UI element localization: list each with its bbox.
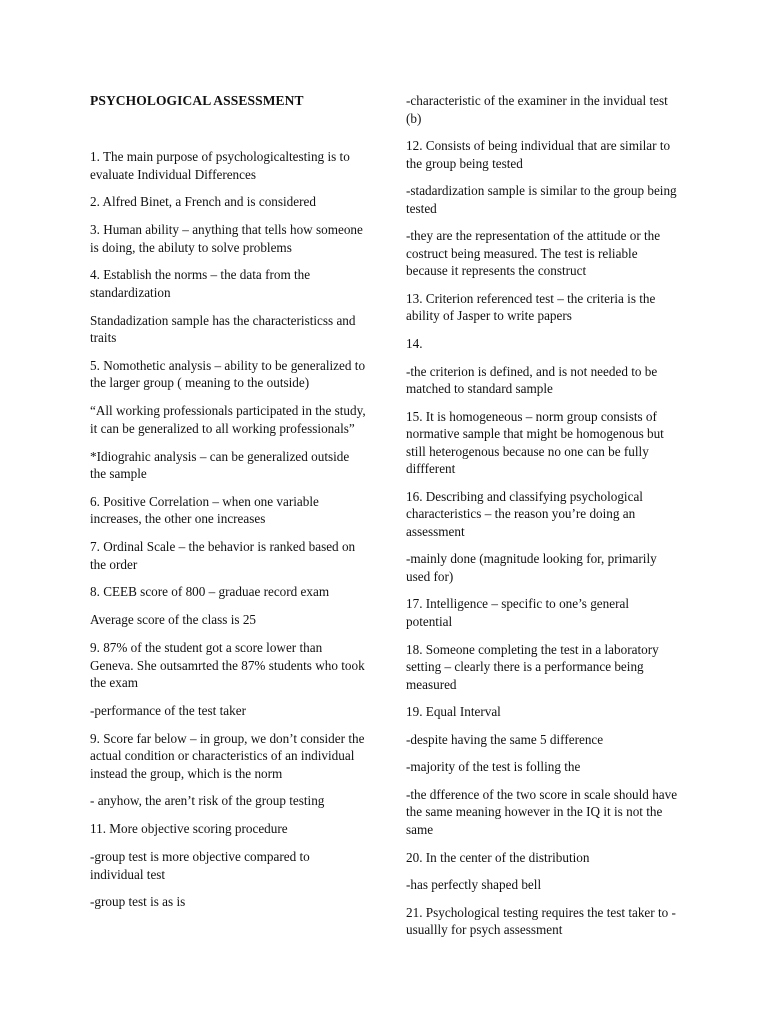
paragraph: -performance of the test taker bbox=[90, 702, 246, 718]
paragraph: - anyhow, the aren’t risk of the group testing bbox=[90, 793, 325, 809]
paragraph: -the criterion is defined, and is not needed to be matched to standard sample bbox=[406, 363, 658, 397]
paragraph: -the dfference of the two score in scale should have the same meaning however in the IQ it is not the same bbox=[406, 786, 678, 837]
paragraph: -mainly done (magnitude looking for, primarily used for) bbox=[406, 551, 657, 584]
paragraph: 13. Criterion referenced test – the criteria is the ability of Jasper to write papers bbox=[406, 290, 656, 324]
paragraph: -has perfectly shaped bell bbox=[406, 877, 542, 893]
paragraph: -they are the representation of the attitude or the costruct being measured. The test is reliable because it represents the construct bbox=[406, 228, 661, 279]
paragraph: 16. Describing and classifying psychological characteristics – the reason you’re doing an assessment bbox=[406, 488, 643, 539]
paragraph: Standadization sample has the characteristicss and traits bbox=[90, 312, 356, 346]
paragraph: 17. Intelligence – specific to one’s general potential bbox=[406, 596, 630, 629]
page-title: PSYCHOLOGICAL ASSESSMENT bbox=[90, 93, 304, 108]
paragraph: 21. Psychological testing requires the test taker to - usuallly for psych assessment bbox=[406, 904, 676, 938]
paragraph: 7. Ordinal Scale – the behavior is ranked based on the order bbox=[90, 539, 356, 572]
paragraph: 18. Someone completing the test in a laboratory setting – clearly there is a performance being measured bbox=[406, 641, 659, 692]
paragraph: 11. More objective scoring procedure bbox=[90, 821, 288, 837]
paragraph: 8. CEEB score of 800 – graduae record exam bbox=[90, 584, 330, 600]
paragraph: 3. Human ability – anything that tells how someone is doing, the abiluty to solve problems bbox=[90, 222, 363, 255]
paragraph: 6. Positive Correlation – when one variable increases, the other one increases bbox=[90, 493, 319, 527]
paragraph: -majority of the test is folling the bbox=[406, 759, 581, 775]
paragraph: 9. 87% of the student got a score lower than Geneva. She outsamrted the 87% students who took the exam bbox=[90, 640, 365, 691]
paragraph: 2. Alfred Binet, a French and is considered bbox=[90, 194, 316, 210]
paragraph: 15. It is homogeneous – norm group consists of normative sample that might be homogenous but still heterogenous because no one can be fully diffferent bbox=[406, 408, 664, 477]
paragraph: -despite having the same 5 difference bbox=[406, 731, 604, 747]
right-column bbox=[406, 92, 678, 949]
paragraph: 20. In the center of the distribution bbox=[406, 849, 590, 865]
paragraph: “All working professionals participated in the study, it can be generalized to all working professionals” bbox=[90, 403, 366, 436]
paragraph: -stadardization sample is similar to the group being tested bbox=[406, 183, 677, 216]
paragraph: 9. Score far below – in group, we don’t consider the actual condition or characteristics of an individual instead the group, which is the norm bbox=[90, 730, 365, 781]
paragraph: 1. The main purpose of psychologicaltesting is to evaluate Individual Differences bbox=[90, 149, 350, 182]
paragraph: 4. Establish the norms – the data from the standardization bbox=[90, 267, 311, 300]
paragraph: Average score of the class is 25 bbox=[90, 612, 257, 628]
paragraph: -group test is as is bbox=[90, 894, 186, 910]
paragraph: -characteristic of the examiner in the invidual test (b) bbox=[406, 93, 668, 126]
paragraph: 12. Consists of being individual that are similar to the group being tested bbox=[406, 138, 671, 171]
paragraph: 14. bbox=[406, 335, 423, 351]
paragraph: -group test is more objective compared to individual test bbox=[90, 849, 310, 882]
left-column bbox=[90, 92, 366, 921]
paragraph: 5. Nomothetic analysis – ability to be generalized to the larger group ( meaning to the outside) bbox=[90, 357, 366, 391]
paragraph: *Idiograhic analysis – can be generalized outside the sample bbox=[90, 448, 350, 482]
paragraph: 19. Equal Interval bbox=[406, 704, 501, 720]
